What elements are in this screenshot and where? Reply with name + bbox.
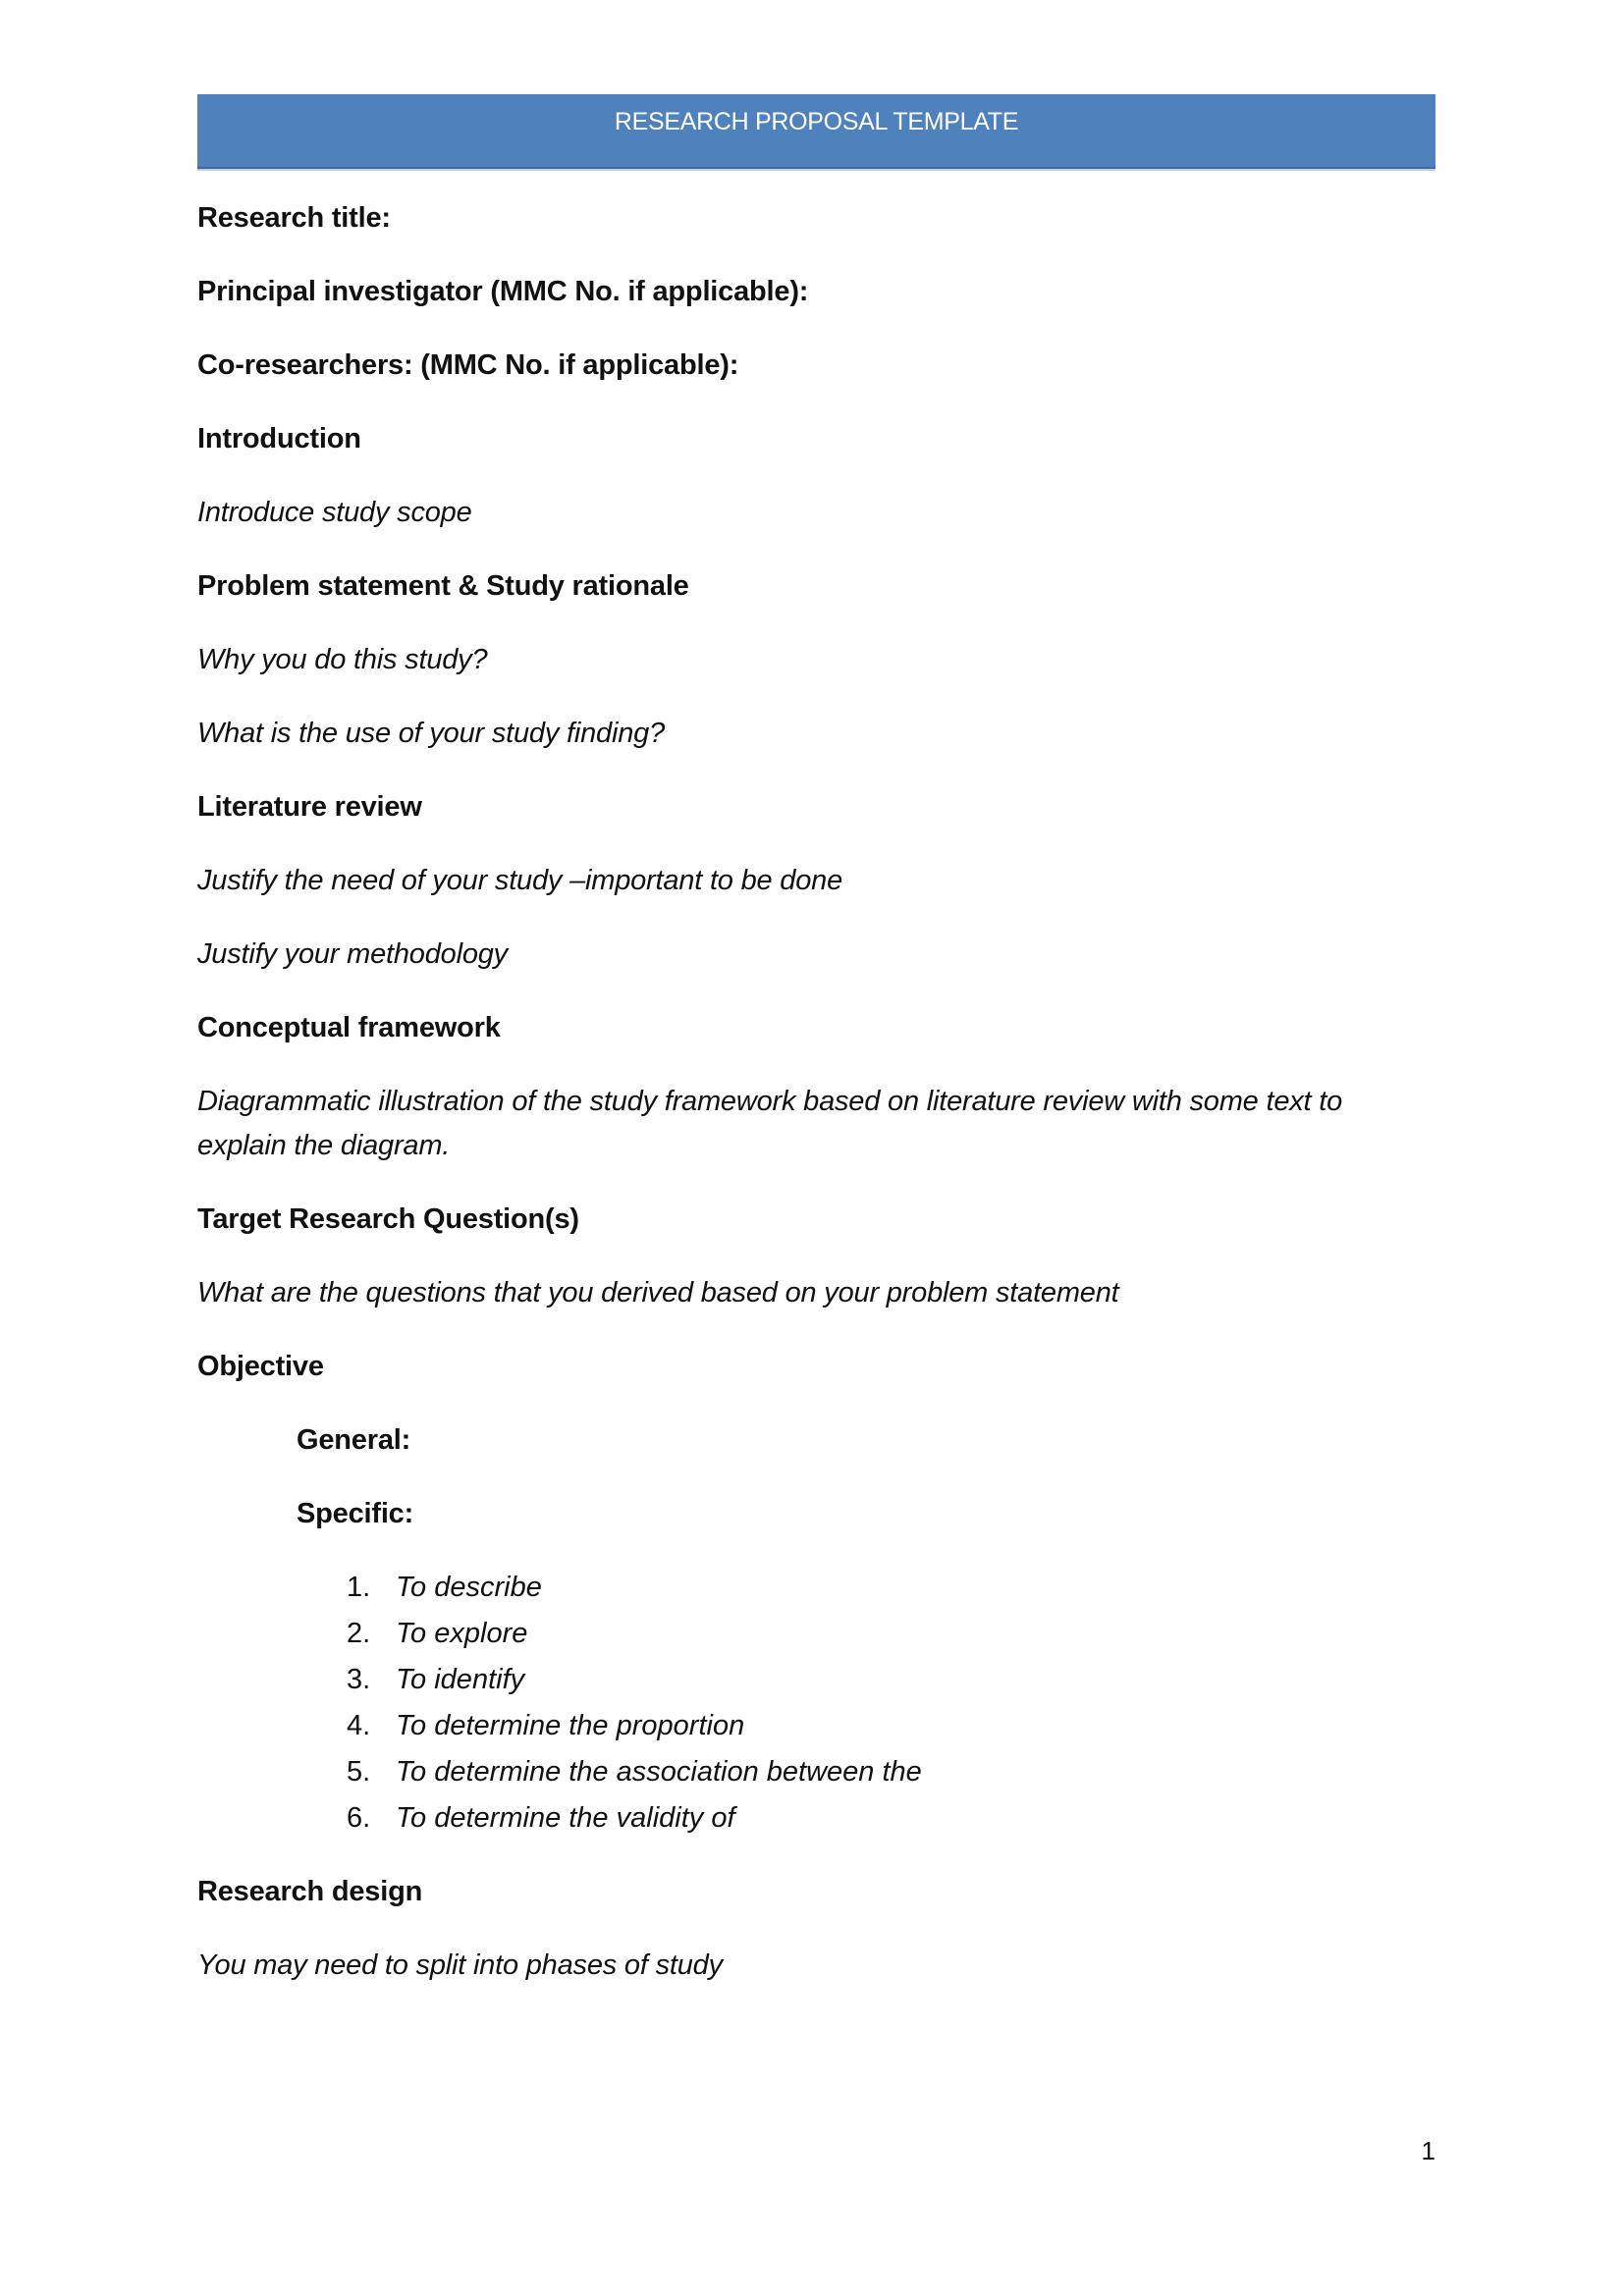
research-design-heading: Research design <box>197 1876 423 1907</box>
list-text: To explore <box>396 1618 528 1649</box>
literature-prompt-need: Justify the need of your study –important to be done <box>197 865 843 896</box>
list-number: 1. <box>347 1572 371 1603</box>
research-title-label: Research title: <box>197 202 391 234</box>
objective-list-item <box>347 1612 527 1656</box>
objective-heading: Objective <box>197 1351 324 1382</box>
objective-list-item <box>347 1750 922 1794</box>
list-text: To determine the proportion <box>396 1710 745 1741</box>
problem-statement-heading: Problem statement & Study rationale <box>197 570 689 602</box>
list-text: To determine the association between the <box>396 1756 922 1788</box>
co-researchers-label: Co-researchers: (MMC No. if applicable): <box>197 349 739 381</box>
research-design-prompt: You may need to split into phases of study <box>197 1949 723 1981</box>
list-number: 6. <box>347 1802 371 1834</box>
page-number: 1 <box>1421 2136 1435 2165</box>
list-number: 4. <box>347 1710 371 1741</box>
list-text: To determine the validity of <box>396 1802 735 1834</box>
list-text: To identify <box>396 1664 525 1695</box>
objective-list-item <box>347 1658 524 1702</box>
problem-prompt-use: What is the use of your study finding? <box>197 718 665 749</box>
conceptual-framework-heading: Conceptual framework <box>197 1012 501 1043</box>
document-title: RESEARCH PROPOSAL TEMPLATE <box>614 108 1019 135</box>
objective-general-label: General: <box>297 1424 411 1456</box>
title-banner <box>197 94 1435 169</box>
conceptual-framework-prompt: Diagrammatic illustration of the study framework based on literature review with some text to explain the diagram. <box>197 1086 1343 1161</box>
principal-investigator-label: Principal investigator (MMC No. if applicable): <box>197 276 809 307</box>
literature-prompt-methodology: Justify your methodology <box>197 938 508 970</box>
problem-prompt-why: Why you do this study? <box>197 644 488 675</box>
literature-review-heading: Literature review <box>197 791 422 823</box>
list-number: 5. <box>347 1756 371 1788</box>
objective-list-item <box>347 1796 735 1841</box>
research-questions-heading: Target Research Question(s) <box>197 1203 579 1235</box>
objective-specific-label: Specific: <box>297 1498 414 1529</box>
research-questions-prompt: What are the questions that you derived based on your problem statement <box>197 1277 1119 1308</box>
list-number: 3. <box>347 1664 371 1695</box>
introduction-prompt: Introduce study scope <box>197 497 472 528</box>
introduction-heading: Introduction <box>197 423 361 454</box>
objective-list-item <box>347 1704 744 1748</box>
objective-list-item <box>347 1566 542 1610</box>
list-text: To describe <box>396 1572 542 1603</box>
list-number: 2. <box>347 1618 371 1649</box>
